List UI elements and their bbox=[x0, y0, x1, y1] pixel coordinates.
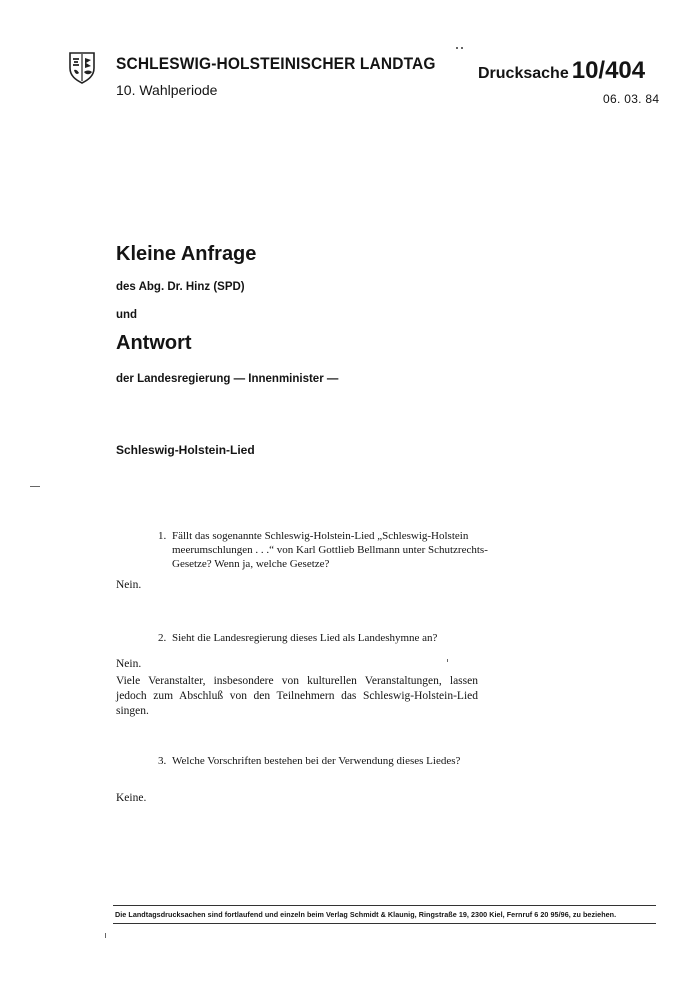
question-heading: Kleine Anfrage bbox=[116, 243, 257, 265]
answer-1: Nein. bbox=[116, 579, 142, 591]
footer-rule-bottom bbox=[113, 923, 656, 924]
scan-mark bbox=[456, 47, 458, 49]
document-number: 10/404 bbox=[571, 57, 646, 84]
scan-mark bbox=[447, 659, 448, 662]
question-1 bbox=[158, 529, 492, 571]
footer-rule-top bbox=[113, 905, 656, 906]
question-text: Sieht die Landesregierung dieses Lied als Landeshymne an? bbox=[172, 632, 438, 644]
answer-source: der Landesregierung — Innenminister — bbox=[116, 373, 339, 385]
question-author: des Abg. Dr. Hinz (SPD) bbox=[116, 281, 245, 293]
question-number: 2. bbox=[158, 632, 167, 644]
and-connector: und bbox=[116, 309, 138, 321]
electoral-period: 10. Wahlperiode bbox=[116, 82, 218, 98]
question-number: 3. bbox=[158, 755, 167, 767]
question-text: Welche Vorschriften bestehen bei der Verwendung dieses Liedes? bbox=[172, 755, 461, 767]
subject-heading: Schleswig-Holstein-Lied bbox=[116, 443, 255, 457]
scan-mark bbox=[461, 47, 463, 49]
question-2 bbox=[158, 631, 492, 645]
scan-mark bbox=[30, 486, 40, 487]
answer-2-explanation: Viele Veranstalter, insbesondere von kulturellen Veranstaltungen, lassen jedoch zum Abschluß von den Teilnehmern das Schleswig-Holstein-Lied singen. bbox=[116, 675, 478, 717]
answer-3: Keine. bbox=[116, 792, 147, 804]
parliament-name: SCHLESWIG-HOLSTEINISCHER LANDTAG bbox=[116, 55, 436, 73]
scan-mark bbox=[105, 933, 106, 938]
footer-note: Die Landtagsdrucksachen sind fortlaufend und einzeln beim Verlag Schmidt & Klaunig, Ringstraße 19, 2300 Kiel, Fernruf 6 20 95/96, zu beziehen. bbox=[115, 910, 617, 919]
question-number: 1. bbox=[158, 530, 167, 542]
coat-of-arms-icon bbox=[68, 50, 96, 84]
document-label: Drucksache bbox=[478, 65, 569, 82]
answer-heading: Antwort bbox=[116, 332, 192, 354]
answer-2: Nein. bbox=[116, 658, 142, 670]
document-date: 06. 03. 84 bbox=[603, 92, 660, 106]
question-3 bbox=[158, 754, 492, 768]
question-text: Fällt das sogenannte Schleswig-Holstein-Lied „Schleswig-Holstein meerumschlungen . . .“ von Karl Gottlieb Bellmann unter Schutzrechts-Gesetze? Wenn ja, welche Gesetze? bbox=[172, 530, 488, 570]
document-reference bbox=[478, 57, 645, 85]
